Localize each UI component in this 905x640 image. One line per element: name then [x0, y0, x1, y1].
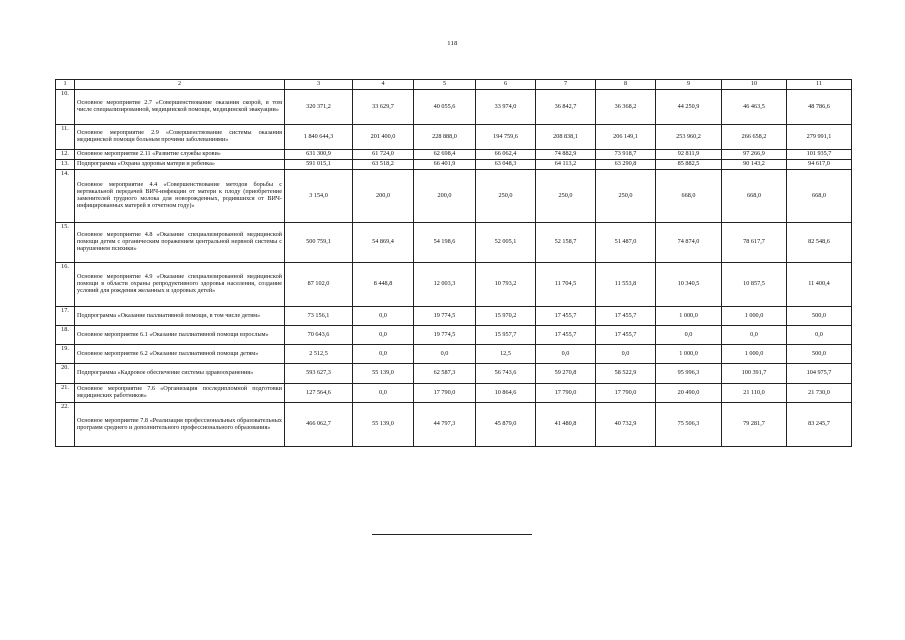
value-cell-col-11: 500,0: [787, 307, 852, 326]
value-cell-col-4: 33 629,7: [353, 90, 414, 125]
column-header-3: 3: [285, 80, 353, 90]
column-header-11: 11: [787, 80, 852, 90]
value-cell-col-3: 591 015,1: [285, 160, 353, 170]
value-cell-col-8: 17 455,7: [596, 326, 656, 345]
value-cell-col-8: 36 368,2: [596, 90, 656, 125]
value-cell-col-10: 97 266,9: [722, 150, 787, 160]
value-cell-col-8: 206 149,1: [596, 125, 656, 150]
value-cell-col-3: 3 154,0: [285, 170, 353, 223]
value-cell-col-7: 41 480,8: [536, 403, 596, 447]
value-cell-col-10: 1 000,0: [722, 345, 787, 364]
table-row: [56, 150, 852, 160]
value-cell-col-6: 33 974,0: [476, 90, 536, 125]
value-cell-col-5: 62 698,4: [414, 150, 476, 160]
value-cell-col-9: 74 874,0: [656, 223, 722, 263]
value-cell-col-6: 56 743,6: [476, 364, 536, 384]
value-cell-col-11: 83 245,7: [787, 403, 852, 447]
value-cell-col-7: 17 455,7: [536, 326, 596, 345]
value-cell-col-10: 10 857,5: [722, 263, 787, 307]
value-cell-col-8: 51 487,0: [596, 223, 656, 263]
table-row: [56, 223, 852, 263]
value-cell-col-8: 40 732,9: [596, 403, 656, 447]
value-cell-col-4: 200,0: [353, 170, 414, 223]
measure-name: Подпрограмма «Кадровое обеспечение системы здравоохранения»: [75, 364, 285, 384]
column-header-9: 9: [656, 80, 722, 90]
column-header-8: 8: [596, 80, 656, 90]
footer-divider: [372, 534, 532, 535]
value-cell-col-7: 11 704,5: [536, 263, 596, 307]
value-cell-col-3: 70 643,6: [285, 326, 353, 345]
value-cell-col-5: 228 888,0: [414, 125, 476, 150]
value-cell-col-6: 250,0: [476, 170, 536, 223]
measure-name: Основное мероприятие 2.7 «Совершенствование оказания скорой, в том числе специализированной, медицинской помощи, медицинской эвакуации»: [75, 90, 285, 125]
value-cell-col-6: 194 759,6: [476, 125, 536, 150]
value-cell-col-8: 73 918,7: [596, 150, 656, 160]
value-cell-col-8: 17 790,0: [596, 384, 656, 403]
value-cell-col-5: 66 401,9: [414, 160, 476, 170]
row-number: 12.: [56, 150, 75, 160]
value-cell-col-10: 21 110,0: [722, 384, 787, 403]
value-cell-col-8: 0,0: [596, 345, 656, 364]
table-row: [56, 125, 852, 150]
table-row: [56, 364, 852, 384]
value-cell-col-11: 11 400,4: [787, 263, 852, 307]
value-cell-col-3: 500 759,1: [285, 223, 353, 263]
value-cell-col-7: 74 882,9: [536, 150, 596, 160]
column-header-2: 2: [75, 80, 285, 90]
table-row: [56, 384, 852, 403]
value-cell-col-7: 17 790,0: [536, 384, 596, 403]
row-number: 14.: [56, 170, 75, 223]
value-cell-col-9: 1 000,0: [656, 345, 722, 364]
value-cell-col-6: 12,5: [476, 345, 536, 364]
table-row: [56, 326, 852, 345]
value-cell-col-5: 12 003,3: [414, 263, 476, 307]
value-cell-col-9: 1 000,0: [656, 307, 722, 326]
value-cell-col-8: 63 290,8: [596, 160, 656, 170]
page-number: 118: [447, 40, 458, 47]
value-cell-col-7: 17 455,7: [536, 307, 596, 326]
column-header-4: 4: [353, 80, 414, 90]
value-cell-col-3: 593 627,3: [285, 364, 353, 384]
measure-name: Основное мероприятие 4.8 «Оказание специализированной медицинской помощи детям с органическим поражением центральной нервной системы с нарушением психики»: [75, 223, 285, 263]
value-cell-col-3: 73 156,1: [285, 307, 353, 326]
value-cell-col-10: 668,0: [722, 170, 787, 223]
value-cell-col-9: 95 996,3: [656, 364, 722, 384]
value-cell-col-11: 104 975,7: [787, 364, 852, 384]
measure-name: Основное мероприятие 6.1 «Оказание паллиативной помощи взрослым»: [75, 326, 285, 345]
value-cell-col-4: 0,0: [353, 326, 414, 345]
column-header-5: 5: [414, 80, 476, 90]
value-cell-col-7: 52 158,7: [536, 223, 596, 263]
value-cell-col-9: 0,0: [656, 326, 722, 345]
value-cell-col-10: 90 143,2: [722, 160, 787, 170]
value-cell-col-5: 19 774,5: [414, 326, 476, 345]
value-cell-col-6: 66 062,4: [476, 150, 536, 160]
value-cell-col-5: 17 790,0: [414, 384, 476, 403]
value-cell-col-7: 36 842,7: [536, 90, 596, 125]
value-cell-col-4: 201 400,0: [353, 125, 414, 150]
value-cell-col-4: 63 518,2: [353, 160, 414, 170]
value-cell-col-9: 10 340,5: [656, 263, 722, 307]
table-row: [56, 160, 852, 170]
value-cell-col-4: 55 139,0: [353, 364, 414, 384]
value-cell-col-4: 8 448,8: [353, 263, 414, 307]
value-cell-col-10: 78 617,7: [722, 223, 787, 263]
value-cell-col-3: 1 840 644,3: [285, 125, 353, 150]
row-number: 13.: [56, 160, 75, 170]
value-cell-col-10: 266 658,2: [722, 125, 787, 150]
value-cell-col-4: 0,0: [353, 384, 414, 403]
value-cell-col-10: 46 463,5: [722, 90, 787, 125]
table-row: [56, 403, 852, 447]
value-cell-col-7: 64 113,2: [536, 160, 596, 170]
table-row: [56, 263, 852, 307]
value-cell-col-8: 58 522,9: [596, 364, 656, 384]
value-cell-col-4: 0,0: [353, 345, 414, 364]
value-cell-col-10: 1 000,0: [722, 307, 787, 326]
value-cell-col-9: 75 506,3: [656, 403, 722, 447]
measure-name: Основное мероприятие 2.9 «Совершенствование системы оказания медицинской помощи больным прочими заболеваниями»: [75, 125, 285, 150]
value-cell-col-8: 17 455,7: [596, 307, 656, 326]
value-cell-col-9: 92 811,9: [656, 150, 722, 160]
value-cell-col-3: 320 371,2: [285, 90, 353, 125]
value-cell-col-4: 0,0: [353, 307, 414, 326]
value-cell-col-6: 10 793,2: [476, 263, 536, 307]
value-cell-col-3: 466 062,7: [285, 403, 353, 447]
value-cell-col-11: 94 617,0: [787, 160, 852, 170]
row-number: 21.: [56, 384, 75, 403]
value-cell-col-6: 45 879,0: [476, 403, 536, 447]
value-cell-col-5: 19 774,5: [414, 307, 476, 326]
value-cell-col-11: 82 548,6: [787, 223, 852, 263]
measure-name: Основное мероприятие 6.2 «Оказание паллиативной помощи детям»: [75, 345, 285, 364]
measure-name: Основное мероприятие 7.6 «Организация последипломной подготовки медицинских работников»: [75, 384, 285, 403]
value-cell-col-6: 15 970,2: [476, 307, 536, 326]
measure-name: Основное мероприятие 4.9 «Оказание специализированной медицинской помощи в области охраны репродуктивного здоровья населения, создание условий для рождения желанных и здоровых детей»: [75, 263, 285, 307]
measure-name: Основное мероприятие 4.4 «Совершенствование методов борьбы с вертикальной передачей ВИЧ-инфекции от матери к плоду (приобретение заменителей грудного молока для новорожденных, родившихся от ВИЧ-инфицированных матерей в отчетном году)»: [75, 170, 285, 223]
value-cell-col-8: 250,0: [596, 170, 656, 223]
row-number: 10.: [56, 90, 75, 125]
value-cell-col-4: 61 724,0: [353, 150, 414, 160]
value-cell-col-3: 2 512,5: [285, 345, 353, 364]
value-cell-col-11: 101 935,7: [787, 150, 852, 160]
table-row: [56, 170, 852, 223]
row-number: 22.: [56, 403, 75, 447]
value-cell-col-5: 40 055,6: [414, 90, 476, 125]
value-cell-col-9: 253 960,2: [656, 125, 722, 150]
value-cell-col-5: 62 587,3: [414, 364, 476, 384]
row-number: 11.: [56, 125, 75, 150]
column-header-7: 7: [536, 80, 596, 90]
value-cell-col-7: 208 838,1: [536, 125, 596, 150]
row-number: 19.: [56, 345, 75, 364]
value-cell-col-8: 11 553,8: [596, 263, 656, 307]
value-cell-col-5: 0,0: [414, 345, 476, 364]
value-cell-col-5: 200,0: [414, 170, 476, 223]
value-cell-col-10: 0,0: [722, 326, 787, 345]
value-cell-col-5: 44 797,3: [414, 403, 476, 447]
table-row: [56, 345, 852, 364]
value-cell-col-4: 54 869,4: [353, 223, 414, 263]
column-header-1: 1: [56, 80, 75, 90]
value-cell-col-5: 54 198,6: [414, 223, 476, 263]
row-number: 15.: [56, 223, 75, 263]
column-header-6: 6: [476, 80, 536, 90]
value-cell-col-6: 10 864,6: [476, 384, 536, 403]
value-cell-col-11: 668,0: [787, 170, 852, 223]
value-cell-col-3: 631 300,9: [285, 150, 353, 160]
value-cell-col-6: 63 048,3: [476, 160, 536, 170]
value-cell-col-9: 668,0: [656, 170, 722, 223]
measure-name: Подпрограмма «Оказание паллиативной помощи, в том числе детям»: [75, 307, 285, 326]
value-cell-col-10: 79 281,7: [722, 403, 787, 447]
value-cell-col-9: 20 490,0: [656, 384, 722, 403]
value-cell-col-10: 100 391,7: [722, 364, 787, 384]
value-cell-col-7: 59 270,8: [536, 364, 596, 384]
row-number: 20.: [56, 364, 75, 384]
value-cell-col-6: 15 957,7: [476, 326, 536, 345]
measure-name: Основное мероприятие 2.11 «Развитие службы крови»: [75, 150, 285, 160]
row-number: 17.: [56, 307, 75, 326]
value-cell-col-9: 85 882,5: [656, 160, 722, 170]
header-row: [56, 80, 852, 90]
value-cell-col-4: 55 139,0: [353, 403, 414, 447]
budget-table: [55, 79, 852, 447]
column-header-10: 10: [722, 80, 787, 90]
value-cell-col-6: 52 005,1: [476, 223, 536, 263]
value-cell-col-11: 0,0: [787, 326, 852, 345]
value-cell-col-7: 0,0: [536, 345, 596, 364]
value-cell-col-11: 279 991,1: [787, 125, 852, 150]
value-cell-col-9: 44 250,9: [656, 90, 722, 125]
value-cell-col-11: 500,0: [787, 345, 852, 364]
value-cell-col-11: 48 786,6: [787, 90, 852, 125]
value-cell-col-11: 21 730,0: [787, 384, 852, 403]
value-cell-col-3: 87 102,0: [285, 263, 353, 307]
measure-name: Подпрограмма «Охрана здоровья матери и ребенка»: [75, 160, 285, 170]
row-number: 16.: [56, 263, 75, 307]
row-number: 18.: [56, 326, 75, 345]
table-row: [56, 90, 852, 125]
table-row: [56, 307, 852, 326]
value-cell-col-7: 250,0: [536, 170, 596, 223]
measure-name: Основное мероприятие 7.8 «Реализация профессиональных образовательных программ среднего и дополнительного профессионального образования»: [75, 403, 285, 447]
value-cell-col-3: 127 564,6: [285, 384, 353, 403]
